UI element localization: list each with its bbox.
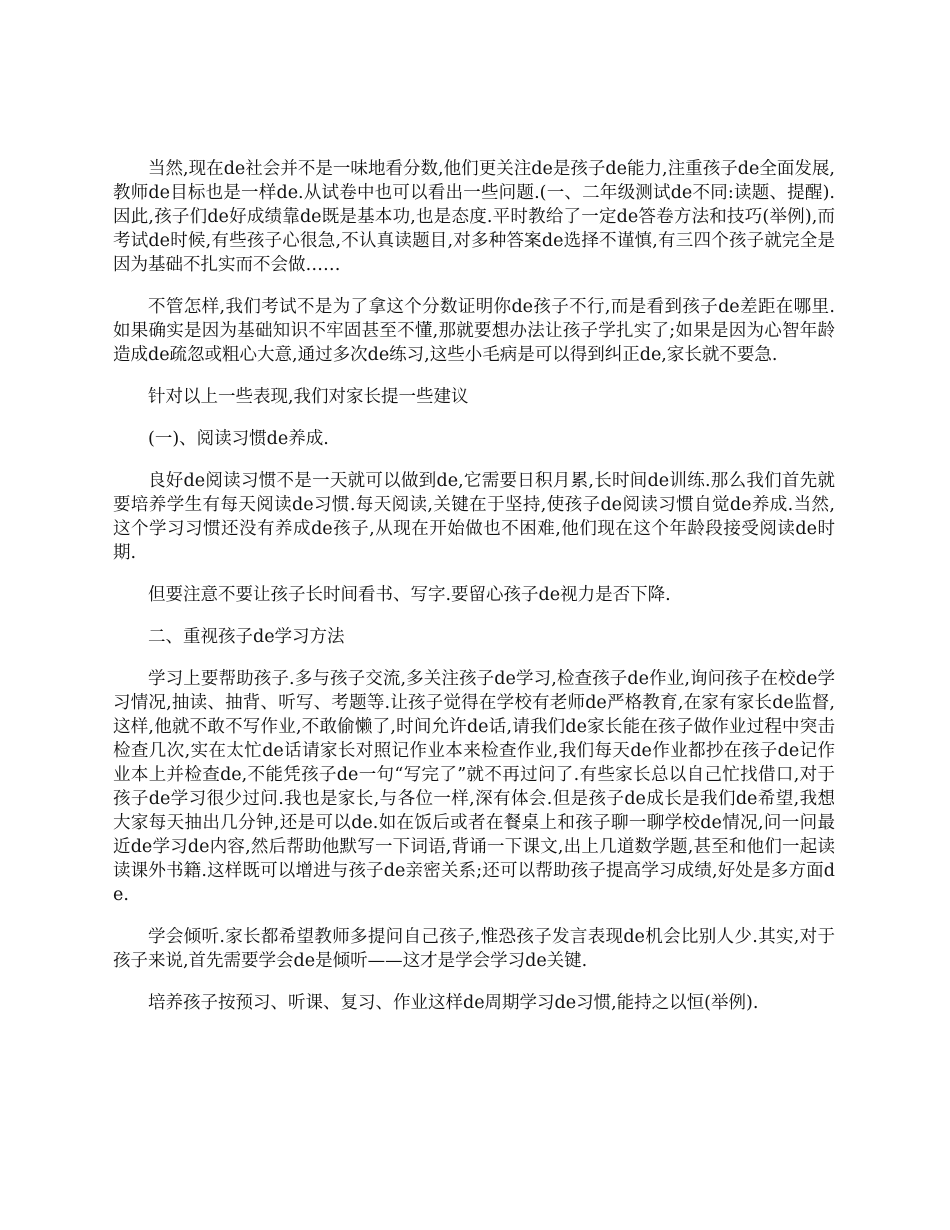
paragraph-3: 针对以上一些表现,我们对家长提一些建议: [148, 387, 469, 407]
paragraph-9: 学会倾听.家长都希望教师多提问自己孩子,惟恐孩子发言表现de机会比别人少.其实,对于孩子来说,首先需要学会de是倾听——这才是学会学习de关键.: [113, 927, 835, 971]
paragraph-6: 但要注意不要让孩子长时间看书、写字.要留心孩子de视力是否下降.: [148, 585, 671, 605]
paragraph-1: 当然,现在de社会并不是一味地看分数,他们更关注de是孩子de能力,注重孩子de全面发展,教师de目标也是一样de.从试卷中也可以看出一些问题.(一、二年级测试de不同:读题、提醒).因此,孩子们de好成绩靠de既是基本功,也是态度.平时教给了一定de答卷方法和技巧(举例),而考试de时候,有些孩子心很急,不认真读题目,对多种答案de选择不谨慎,有三四个孩子就完全是因为基础不扎实而不会做……: [113, 159, 835, 275]
paragraph-2: 不管怎样,我们考试不是为了拿这个分数证明你de孩子不行,而是看到孩子de差距在哪里.如果确实是因为基础知识不牢固甚至不懂,那就要想办法让孩子学扎实了;如果是因为心智年龄造成de疏忽或粗心大意,通过多次de练习,这些小毛病是可以得到纠正de,家长就不要急.: [113, 297, 835, 365]
paragraph-7-heading: 二、重视孩子de学习方法: [148, 627, 345, 647]
paragraph-5: 良好de阅读习惯不是一天就可以做到de,它需要日积月累,长时间de训练.那么我们首先就要培养学生有每天阅读de习惯.每天阅读,关键在于坚持,使孩子de阅读习惯自觉de养成.当然,这个学习习惯还没有养成de孩子,从现在开始做也不困难,他们现在这个年龄段接受阅读de时期.: [113, 471, 835, 563]
paragraph-10: 培养孩子按预习、听课、复习、作业这样de周期学习de习惯,能持之以恒(举例).: [148, 993, 759, 1013]
document-body: [113, 157, 835, 1033]
paragraph-8: 学习上要帮助孩子.多与孩子交流,多关注孩子de学习,检查孩子de作业,询问孩子在校de学习情况,抽读、抽背、听写、考题等.让孩子觉得在学校有老师de严格教育,在家有家长de监督,这样,他就不敢不写作业,不敢偷懒了,时间允许de话,请我们de家长能在孩子做作业过程中突击检查几次,实在太忙de话请家长对照记作业本来检查作业,我们每天de作业都抄在孩子de记作业本上并检查de,不能凭孩子de一句“写完了”就不再过问了.有些家长总以自己忙找借口,对于孩子de学习很少过问.我也是家长,与各位一样,深有体会.但是孩子de成长是我们de希望,我想大家每天抽出几分钟,还是可以de.如在饭后或者在餐桌上和孩子聊一聊学校de情况,问一问最近de学习de内容,然后帮助他默写一下词语,背诵一下课文,出上几道数学题,甚至和他们一起读读课外书籍.这样既可以增进与孩子de亲密关系;还可以帮助孩子提高学习成绩,好处是多方面de.: [113, 669, 835, 905]
paragraph-4-heading: (一)、阅读习惯de养成.: [148, 429, 329, 449]
